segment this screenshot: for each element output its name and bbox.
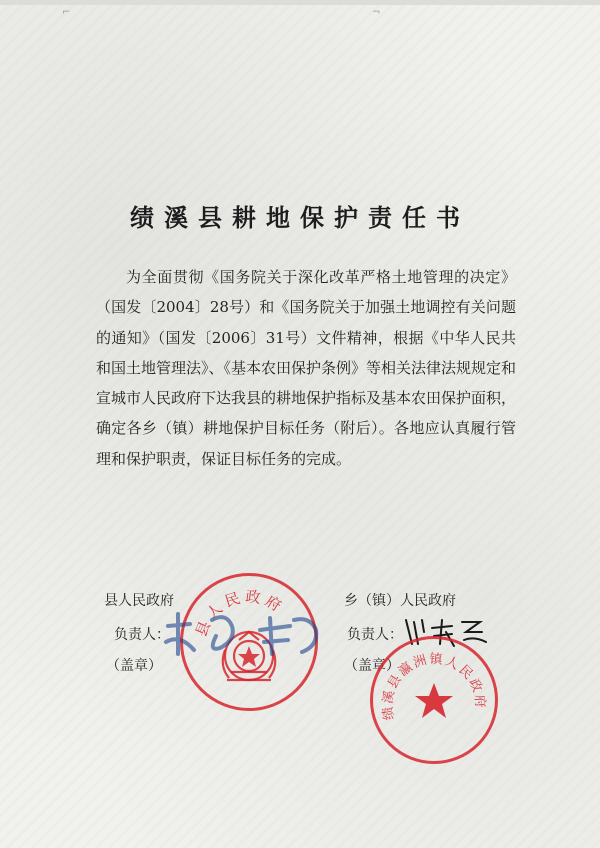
seal-star-icon	[373, 639, 495, 761]
right-person-label: 负责人：	[347, 627, 403, 643]
town-government-seal	[370, 636, 498, 764]
left-seal-label: （盖章）	[106, 658, 162, 674]
right-org-label: 乡（镇）人民政府	[344, 593, 456, 609]
document-title: 绩溪县耕地保护责任书	[130, 204, 470, 232]
corner-mark-left: ⌐	[62, 7, 71, 18]
left-stamp-text: 县人民政府	[191, 587, 288, 640]
right-stamp-text: 绩溪县瀛洲镇人民政府	[380, 652, 488, 721]
right-seal-label: （盖章）	[344, 658, 400, 674]
left-person-label: 负责人：	[114, 627, 170, 643]
corner-mark-right: ¬	[372, 7, 381, 18]
document-body	[96, 262, 516, 474]
left-org-label: 县人民政府	[104, 593, 174, 609]
left-handwritten-signature	[160, 606, 330, 666]
body-paragraph: 为全面贯彻《国务院关于深化改革严格土地管理的决定》（国发〔2004〕28号）和《国务院关于加强土地调控有关问题的通知》（国发〔2006〕31号）文件精神，根据《中华人民共和国土地管理法》、《基本农田保护条例》等相关法律法规规定和宣城市人民政府下达我县的耕地保护指标及基本农田保护面积，确定各乡（镇）耕地保护目标任务（附后）。各地应认真履行管理和保护职责，保证目标任务的完成。	[96, 268, 517, 468]
scan-edge	[0, 0, 600, 5]
